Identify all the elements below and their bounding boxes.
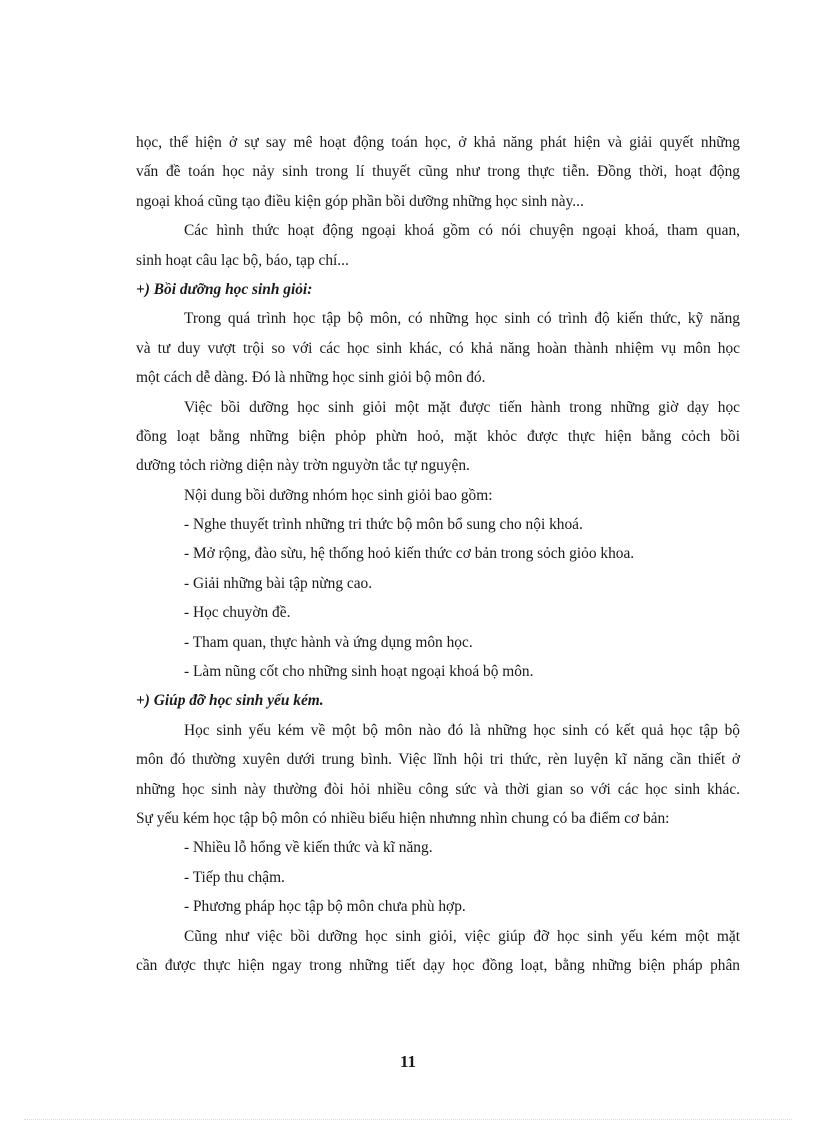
text-line: cần được thực hiện ngay trong những tiết dạy học đồng loạt, bằng những biện pháp phân bbox=[136, 956, 740, 974]
list-item: - Tham quan, thực hành và ứng dụng môn học. bbox=[184, 633, 473, 651]
text-line: Sự yếu kém học tập bộ môn có nhiều biểu hiện nhưnng nhìn chung có ba điểm cơ bản: bbox=[136, 809, 670, 827]
text-line: sinh hoạt câu lạc bộ, báo, tạp chí... bbox=[136, 251, 349, 269]
text-line: và tư duy vượt trội so với các học sinh khác, có khả năng hoàn thành nhiệm vụ môn học bbox=[136, 339, 740, 357]
text-line: Các hình thức hoạt động ngoại khoá gồm có nói chuyện ngoại khoá, tham quan, bbox=[184, 222, 740, 240]
text-line: học, thể hiện ở sự say mê hoạt động toán học, ở khả năng phát hiện và giải quyết những bbox=[136, 134, 740, 151]
text-line: vấn đề toán học nảy sinh trong lí thuyết cũng như trong thực tiễn. Đồng thời, hoạt động bbox=[136, 163, 740, 181]
list-item: - Giải những bài tập nừng cao. bbox=[184, 574, 373, 592]
body-text bbox=[136, 128, 740, 980]
list-item: - Nghe thuyết trình những tri thức bộ môn bổ sung cho nội khoá. bbox=[184, 516, 583, 534]
list-item: - Làm nũng cốt cho những sinh hoạt ngoại khoá bộ môn. bbox=[184, 663, 534, 681]
page-bottom-divider bbox=[24, 1119, 792, 1120]
list-item: - Nhiều lỗ hổng về kiến thức và kĩ năng. bbox=[184, 839, 433, 857]
page-number: 11 bbox=[399, 1052, 417, 1071]
text-line: Cũng như việc bồi dưỡng học sinh giỏi, việc giúp đỡ học sinh yếu kém một mặt bbox=[184, 927, 740, 945]
text-line: Học sinh yếu kém về một bộ môn nào đó là những học sinh có kết quả học tập bộ bbox=[184, 721, 740, 739]
text-line: Nội dung bồi dưỡng nhóm học sinh giỏi bao gồm: bbox=[184, 486, 493, 504]
text-line: một cách dễ dàng. Đó là những học sinh giỏi bộ môn đó. bbox=[136, 369, 486, 387]
text-line: môn đó thường xuyên dưới trung bình. Việc lĩnh hội tri thức, rèn luyện kĩ năng cần thiết ở bbox=[136, 751, 740, 769]
section-heading: +) Giúp đỡ học sinh yếu kém. bbox=[136, 692, 324, 710]
section-heading: +) Bồi dưỡng học sinh giỏi: bbox=[136, 280, 313, 298]
text-line: Việc bồi dưỡng học sinh giỏi một mặt được tiến hành trong những giờ dạy học bbox=[184, 398, 740, 416]
text-line: ngoại khoá cũng tạo điều kiện góp phần bồi dưỡng những học sinh này... bbox=[136, 192, 584, 210]
text-line: dưỡng tỏch riờng diện này trờn nguyờn tắc tự nguyện. bbox=[136, 457, 470, 475]
text-line: Trong quá trình học tập bộ môn, có những học sinh có trình độ kiến thức, kỹ năng bbox=[184, 310, 740, 328]
list-item: - Học chuyờn đề. bbox=[184, 604, 291, 622]
text-line: những học sinh này thường đòi hỏi nhiều công sức và thời gian so với các học sinh khác. bbox=[136, 780, 740, 798]
list-item: - Tiếp thu chậm. bbox=[184, 868, 285, 886]
list-item: - Phương pháp học tập bộ môn chưa phù hợp. bbox=[184, 898, 466, 916]
list-item: - Mở rộng, đào sừu, hệ thống hoỏ kiến thức cơ bản trong sỏch giỏo khoa. bbox=[184, 545, 635, 563]
text-line: đồng loạt bằng những biện phỏp phừn hoỏ, mặt khỏc được thực hiện bằng cỏch bồi bbox=[136, 427, 740, 445]
